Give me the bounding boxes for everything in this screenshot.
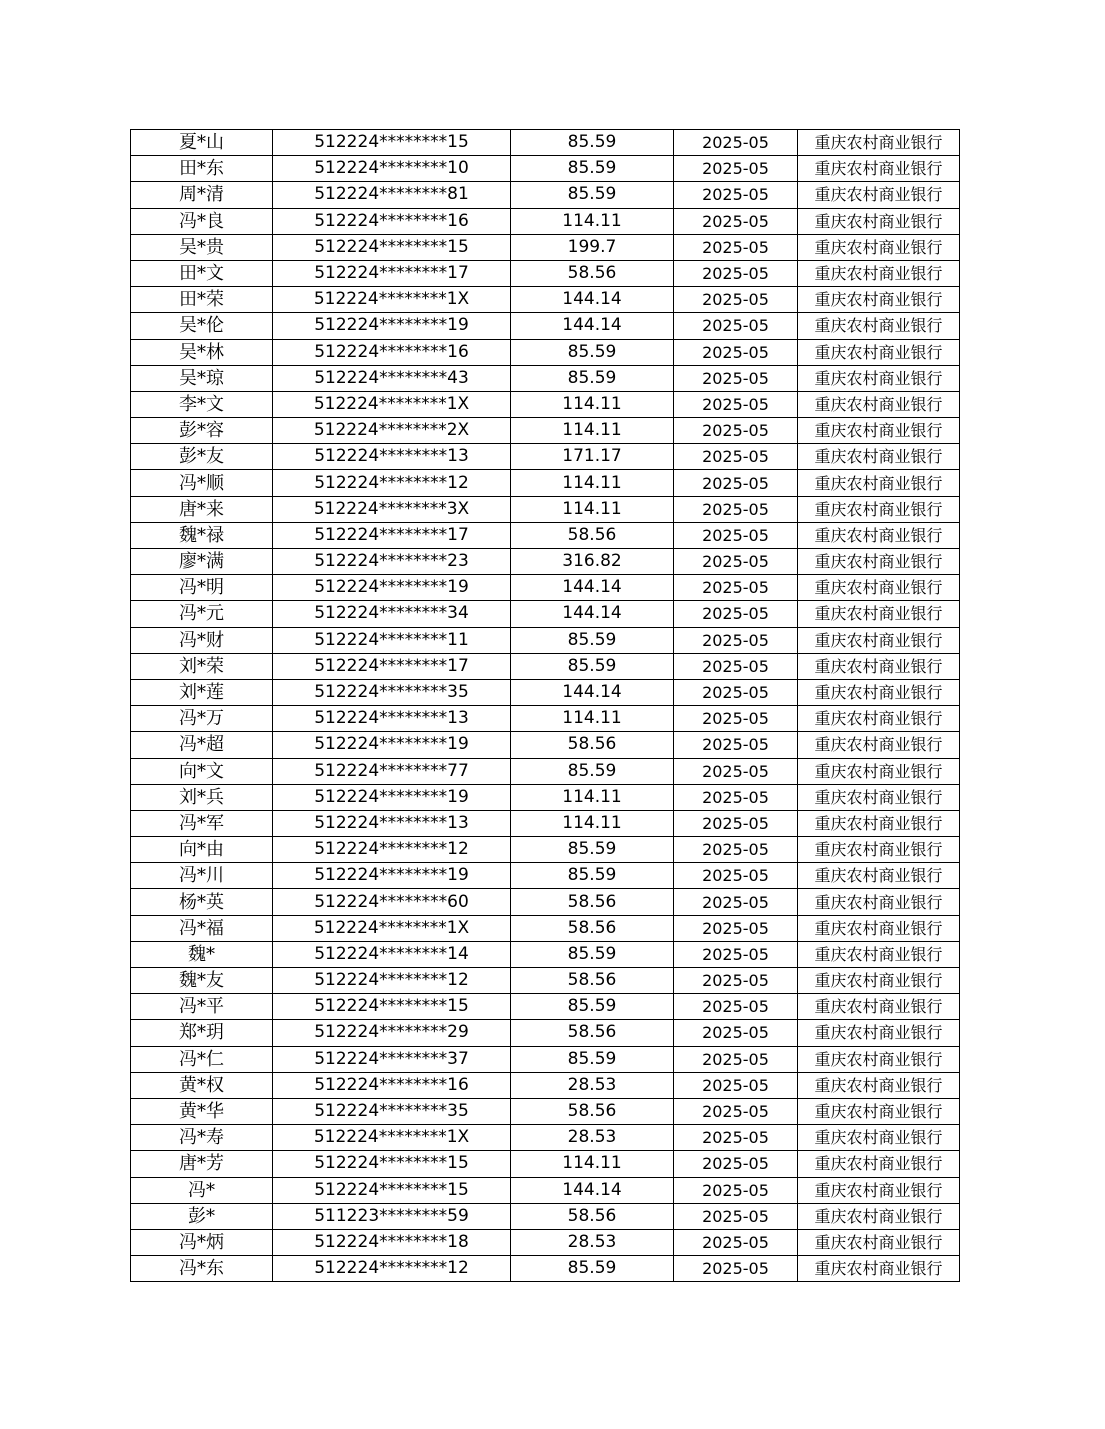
period-cell: 2025-05: [674, 837, 798, 863]
name-cell: 黄*华: [131, 1098, 273, 1124]
period-cell: 2025-05: [674, 549, 798, 575]
table-row: [131, 601, 960, 627]
amount-cell: 85.59: [511, 1256, 674, 1282]
bank-cell: 重庆农村商业银行: [798, 260, 960, 286]
table-row: [131, 1072, 960, 1098]
period-cell: 2025-05: [674, 444, 798, 470]
id-number-cell: 512224********12: [273, 1256, 511, 1282]
table-row: [131, 287, 960, 313]
id-number-cell: 512224********17: [273, 653, 511, 679]
name-cell: 魏*友: [131, 968, 273, 994]
period-cell: 2025-05: [674, 313, 798, 339]
name-cell: 冯*寿: [131, 1125, 273, 1151]
period-cell: 2025-05: [674, 156, 798, 182]
bank-cell: 重庆农村商业银行: [798, 522, 960, 548]
period-cell: 2025-05: [674, 1098, 798, 1124]
bank-cell: 重庆农村商业银行: [798, 1020, 960, 1046]
table-row: [131, 1177, 960, 1203]
name-cell: 冯*财: [131, 627, 273, 653]
bank-cell: 重庆农村商业银行: [798, 418, 960, 444]
bank-cell: 重庆农村商业银行: [798, 653, 960, 679]
amount-cell: 85.59: [511, 156, 674, 182]
table-row: [131, 732, 960, 758]
table-row: [131, 1203, 960, 1229]
period-cell: 2025-05: [674, 679, 798, 705]
period-cell: 2025-05: [674, 182, 798, 208]
name-cell: 冯*炳: [131, 1229, 273, 1255]
id-number-cell: 512224********19: [273, 863, 511, 889]
name-cell: 杨*英: [131, 889, 273, 915]
id-number-cell: 512224********35: [273, 1098, 511, 1124]
name-cell: 廖*满: [131, 549, 273, 575]
period-cell: 2025-05: [674, 260, 798, 286]
bank-cell: 重庆农村商业银行: [798, 941, 960, 967]
id-number-cell: 512224********15: [273, 1177, 511, 1203]
name-cell: 冯*福: [131, 915, 273, 941]
amount-cell: 28.53: [511, 1072, 674, 1098]
name-cell: 冯*顺: [131, 470, 273, 496]
bank-cell: 重庆农村商业银行: [798, 470, 960, 496]
period-cell: 2025-05: [674, 810, 798, 836]
period-cell: 2025-05: [674, 653, 798, 679]
name-cell: 吴*伦: [131, 313, 273, 339]
id-number-cell: 512224********10: [273, 156, 511, 182]
name-cell: 彭*: [131, 1203, 273, 1229]
bank-cell: 重庆农村商业银行: [798, 994, 960, 1020]
period-cell: 2025-05: [674, 1125, 798, 1151]
name-cell: 冯*川: [131, 863, 273, 889]
period-cell: 2025-05: [674, 889, 798, 915]
table-row: [131, 1020, 960, 1046]
table-row: [131, 182, 960, 208]
period-cell: 2025-05: [674, 418, 798, 444]
bank-cell: 重庆农村商业银行: [798, 208, 960, 234]
period-cell: 2025-05: [674, 522, 798, 548]
name-cell: 刘*莲: [131, 679, 273, 705]
name-cell: 田*东: [131, 156, 273, 182]
id-number-cell: 512224********12: [273, 968, 511, 994]
bank-cell: 重庆农村商业银行: [798, 810, 960, 836]
id-number-cell: 512224********2X: [273, 418, 511, 444]
bank-cell: 重庆农村商业银行: [798, 496, 960, 522]
id-number-cell: 512224********15: [273, 234, 511, 260]
name-cell: 周*清: [131, 182, 273, 208]
amount-cell: 58.56: [511, 1020, 674, 1046]
table-row: [131, 968, 960, 994]
period-cell: 2025-05: [674, 365, 798, 391]
amount-cell: 114.11: [511, 784, 674, 810]
period-cell: 2025-05: [674, 1020, 798, 1046]
table-row: [131, 941, 960, 967]
bank-cell: 重庆农村商业银行: [798, 679, 960, 705]
amount-cell: 114.11: [511, 496, 674, 522]
table-row: [131, 863, 960, 889]
period-cell: 2025-05: [674, 575, 798, 601]
bank-cell: 重庆农村商业银行: [798, 391, 960, 417]
id-number-cell: 512224********19: [273, 575, 511, 601]
period-cell: 2025-05: [674, 915, 798, 941]
id-number-cell: 512224********37: [273, 1046, 511, 1072]
payment-table: [130, 129, 960, 1282]
amount-cell: 85.59: [511, 758, 674, 784]
id-number-cell: 512224********43: [273, 365, 511, 391]
period-cell: 2025-05: [674, 208, 798, 234]
name-cell: 刘*兵: [131, 784, 273, 810]
period-cell: 2025-05: [674, 470, 798, 496]
period-cell: 2025-05: [674, 784, 798, 810]
id-number-cell: 512224********14: [273, 941, 511, 967]
period-cell: 2025-05: [674, 234, 798, 260]
name-cell: 冯*万: [131, 706, 273, 732]
name-cell: 吴*贵: [131, 234, 273, 260]
bank-cell: 重庆农村商业银行: [798, 1125, 960, 1151]
table-row: [131, 156, 960, 182]
amount-cell: 58.56: [511, 732, 674, 758]
name-cell: 冯*元: [131, 601, 273, 627]
name-cell: 冯*东: [131, 1256, 273, 1282]
id-number-cell: 512224********15: [273, 1151, 511, 1177]
amount-cell: 58.56: [511, 915, 674, 941]
table-row: [131, 208, 960, 234]
id-number-cell: 512224********16: [273, 208, 511, 234]
id-number-cell: 512224********11: [273, 627, 511, 653]
table-row: [131, 1151, 960, 1177]
period-cell: 2025-05: [674, 1072, 798, 1098]
id-number-cell: 512224********23: [273, 549, 511, 575]
period-cell: 2025-05: [674, 1256, 798, 1282]
bank-cell: 重庆农村商业银行: [798, 1046, 960, 1072]
bank-cell: 重庆农村商业银行: [798, 627, 960, 653]
amount-cell: 85.59: [511, 365, 674, 391]
name-cell: 唐*来: [131, 496, 273, 522]
period-cell: 2025-05: [674, 1229, 798, 1255]
amount-cell: 85.59: [511, 837, 674, 863]
amount-cell: 58.56: [511, 1098, 674, 1124]
table-row: [131, 444, 960, 470]
bank-cell: 重庆农村商业银行: [798, 784, 960, 810]
name-cell: 夏*山: [131, 130, 273, 156]
name-cell: 刘*荣: [131, 653, 273, 679]
amount-cell: 58.56: [511, 1203, 674, 1229]
id-number-cell: 512224********19: [273, 784, 511, 810]
period-cell: 2025-05: [674, 1046, 798, 1072]
table-row: [131, 470, 960, 496]
id-number-cell: 512224********19: [273, 732, 511, 758]
name-cell: 田*文: [131, 260, 273, 286]
period-cell: 2025-05: [674, 1151, 798, 1177]
period-cell: 2025-05: [674, 130, 798, 156]
bank-cell: 重庆农村商业银行: [798, 339, 960, 365]
bank-cell: 重庆农村商业银行: [798, 365, 960, 391]
payment-table-body: [131, 130, 960, 1282]
name-cell: 冯*军: [131, 810, 273, 836]
table-row: [131, 810, 960, 836]
period-cell: 2025-05: [674, 758, 798, 784]
table-row: [131, 234, 960, 260]
id-number-cell: 512224********17: [273, 260, 511, 286]
amount-cell: 144.14: [511, 575, 674, 601]
id-number-cell: 512224********34: [273, 601, 511, 627]
bank-cell: 重庆农村商业银行: [798, 549, 960, 575]
period-cell: 2025-05: [674, 732, 798, 758]
bank-cell: 重庆农村商业银行: [798, 156, 960, 182]
table-row: [131, 1125, 960, 1151]
amount-cell: 58.56: [511, 522, 674, 548]
bank-cell: 重庆农村商业银行: [798, 1256, 960, 1282]
bank-cell: 重庆农村商业银行: [798, 706, 960, 732]
amount-cell: 144.14: [511, 287, 674, 313]
period-cell: 2025-05: [674, 339, 798, 365]
table-row: [131, 1046, 960, 1072]
name-cell: 冯*仁: [131, 1046, 273, 1072]
name-cell: 向*由: [131, 837, 273, 863]
amount-cell: 114.11: [511, 706, 674, 732]
name-cell: 吴*琼: [131, 365, 273, 391]
period-cell: 2025-05: [674, 287, 798, 313]
amount-cell: 85.59: [511, 941, 674, 967]
id-number-cell: 512224********35: [273, 679, 511, 705]
table-row: [131, 915, 960, 941]
id-number-cell: 512224********12: [273, 837, 511, 863]
period-cell: 2025-05: [674, 496, 798, 522]
table-row: [131, 889, 960, 915]
bank-cell: 重庆农村商业银行: [798, 1072, 960, 1098]
name-cell: 冯*: [131, 1177, 273, 1203]
bank-cell: 重庆农村商业银行: [798, 130, 960, 156]
name-cell: 彭*容: [131, 418, 273, 444]
id-number-cell: 512224********12: [273, 470, 511, 496]
amount-cell: 144.14: [511, 313, 674, 339]
id-number-cell: 512224********15: [273, 130, 511, 156]
table-row: [131, 1098, 960, 1124]
name-cell: 向*文: [131, 758, 273, 784]
bank-cell: 重庆农村商业银行: [798, 444, 960, 470]
table-row: [131, 313, 960, 339]
table-row: [131, 653, 960, 679]
period-cell: 2025-05: [674, 391, 798, 417]
table-row: [131, 496, 960, 522]
name-cell: 吴*林: [131, 339, 273, 365]
id-number-cell: 512224********16: [273, 339, 511, 365]
amount-cell: 58.56: [511, 968, 674, 994]
amount-cell: 85.59: [511, 1046, 674, 1072]
period-cell: 2025-05: [674, 627, 798, 653]
amount-cell: 114.11: [511, 208, 674, 234]
amount-cell: 85.59: [511, 130, 674, 156]
amount-cell: 144.14: [511, 601, 674, 627]
table-row: [131, 391, 960, 417]
amount-cell: 85.59: [511, 182, 674, 208]
id-number-cell: 512224********29: [273, 1020, 511, 1046]
amount-cell: 28.53: [511, 1229, 674, 1255]
amount-cell: 114.11: [511, 418, 674, 444]
id-number-cell: 511223********59: [273, 1203, 511, 1229]
bank-cell: 重庆农村商业银行: [798, 313, 960, 339]
name-cell: 魏*禄: [131, 522, 273, 548]
table-row: [131, 522, 960, 548]
bank-cell: 重庆农村商业银行: [798, 968, 960, 994]
id-number-cell: 512224********77: [273, 758, 511, 784]
name-cell: 李*文: [131, 391, 273, 417]
id-number-cell: 512224********16: [273, 1072, 511, 1098]
bank-cell: 重庆农村商业银行: [798, 1203, 960, 1229]
bank-cell: 重庆农村商业银行: [798, 1151, 960, 1177]
bank-cell: 重庆农村商业银行: [798, 287, 960, 313]
bank-cell: 重庆农村商业银行: [798, 1177, 960, 1203]
name-cell: 彭*友: [131, 444, 273, 470]
bank-cell: 重庆农村商业银行: [798, 915, 960, 941]
table-row: [131, 365, 960, 391]
id-number-cell: 512224********1X: [273, 915, 511, 941]
amount-cell: 85.59: [511, 653, 674, 679]
table-row: [131, 130, 960, 156]
period-cell: 2025-05: [674, 941, 798, 967]
table-row: [131, 339, 960, 365]
id-number-cell: 512224********1X: [273, 287, 511, 313]
amount-cell: 85.59: [511, 863, 674, 889]
amount-cell: 114.11: [511, 810, 674, 836]
name-cell: 郑*玥: [131, 1020, 273, 1046]
name-cell: 魏*: [131, 941, 273, 967]
amount-cell: 316.82: [511, 549, 674, 575]
id-number-cell: 512224********81: [273, 182, 511, 208]
id-number-cell: 512224********19: [273, 313, 511, 339]
amount-cell: 85.59: [511, 994, 674, 1020]
id-number-cell: 512224********13: [273, 444, 511, 470]
amount-cell: 58.56: [511, 260, 674, 286]
bank-cell: 重庆农村商业银行: [798, 1229, 960, 1255]
bank-cell: 重庆农村商业银行: [798, 234, 960, 260]
id-number-cell: 512224********1X: [273, 391, 511, 417]
table-row: [131, 575, 960, 601]
period-cell: 2025-05: [674, 968, 798, 994]
name-cell: 唐*芳: [131, 1151, 273, 1177]
table-row: [131, 549, 960, 575]
amount-cell: 144.14: [511, 1177, 674, 1203]
amount-cell: 58.56: [511, 889, 674, 915]
bank-cell: 重庆农村商业银行: [798, 732, 960, 758]
bank-cell: 重庆农村商业银行: [798, 837, 960, 863]
amount-cell: 144.14: [511, 679, 674, 705]
id-number-cell: 512224********13: [273, 706, 511, 732]
table-row: [131, 679, 960, 705]
amount-cell: 114.11: [511, 1151, 674, 1177]
amount-cell: 199.7: [511, 234, 674, 260]
table-row: [131, 1256, 960, 1282]
table-row: [131, 1229, 960, 1255]
table-row: [131, 627, 960, 653]
table-row: [131, 784, 960, 810]
table-row: [131, 994, 960, 1020]
table-row: [131, 260, 960, 286]
table-row: [131, 758, 960, 784]
period-cell: 2025-05: [674, 863, 798, 889]
bank-cell: 重庆农村商业银行: [798, 182, 960, 208]
name-cell: 冯*明: [131, 575, 273, 601]
amount-cell: 114.11: [511, 470, 674, 496]
id-number-cell: 512224********17: [273, 522, 511, 548]
name-cell: 冯*良: [131, 208, 273, 234]
id-number-cell: 512224********13: [273, 810, 511, 836]
table-row: [131, 418, 960, 444]
id-number-cell: 512224********1X: [273, 1125, 511, 1151]
id-number-cell: 512224********3X: [273, 496, 511, 522]
name-cell: 冯*平: [131, 994, 273, 1020]
period-cell: 2025-05: [674, 1177, 798, 1203]
id-number-cell: 512224********60: [273, 889, 511, 915]
id-number-cell: 512224********15: [273, 994, 511, 1020]
amount-cell: 85.59: [511, 627, 674, 653]
name-cell: 冯*超: [131, 732, 273, 758]
amount-cell: 85.59: [511, 339, 674, 365]
bank-cell: 重庆农村商业银行: [798, 889, 960, 915]
table-row: [131, 706, 960, 732]
bank-cell: 重庆农村商业银行: [798, 1098, 960, 1124]
period-cell: 2025-05: [674, 994, 798, 1020]
period-cell: 2025-05: [674, 1203, 798, 1229]
bank-cell: 重庆农村商业银行: [798, 758, 960, 784]
name-cell: 田*荣: [131, 287, 273, 313]
amount-cell: 28.53: [511, 1125, 674, 1151]
period-cell: 2025-05: [674, 601, 798, 627]
name-cell: 黄*权: [131, 1072, 273, 1098]
bank-cell: 重庆农村商业银行: [798, 575, 960, 601]
period-cell: 2025-05: [674, 706, 798, 732]
table-row: [131, 837, 960, 863]
amount-cell: 114.11: [511, 391, 674, 417]
bank-cell: 重庆农村商业银行: [798, 601, 960, 627]
id-number-cell: 512224********18: [273, 1229, 511, 1255]
amount-cell: 171.17: [511, 444, 674, 470]
bank-cell: 重庆农村商业银行: [798, 863, 960, 889]
